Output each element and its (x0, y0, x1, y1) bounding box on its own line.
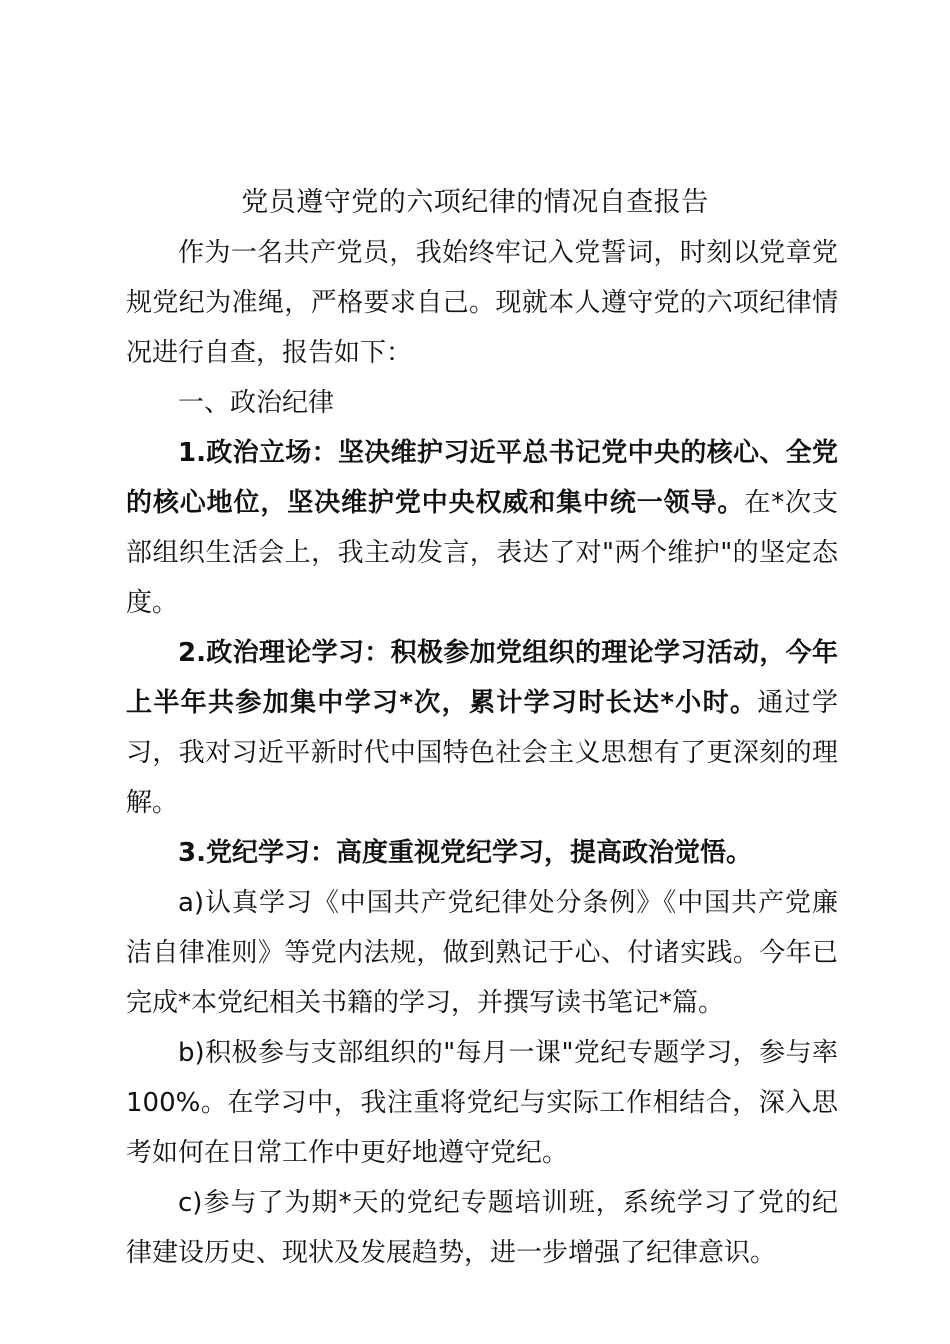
intro-paragraph: 作为一名共产党员，我始终牢记入党誓词，时刻以党章党规党纪为准绳，严格要求自己。现就本人遵守党的六项纪律情况进行自查，报告如下： (126, 238, 838, 368)
item-3b-paragraph: b)积极参与支部组织的"每月一课"党纪专题学习，参与率100%。在学习中，我注重将党纪与实际工作相结合，深入思考如何在日常工作中更好地遵守党纪。 (126, 1038, 838, 1168)
item-3-bold: 3.党纪学习：高度重视党纪学习，提高政治觉悟。 (178, 838, 752, 868)
item-3-paragraph (126, 828, 838, 878)
item-2-text: 通过学习，我对习近平新时代中国特色社会主义思想有了更深刻的理解。 (126, 688, 838, 818)
item-1-text: 在*次支部组织生活会上，我主动发言，表达了对"两个维护"的坚定态度。 (126, 488, 838, 618)
item-1-bold: 1.政治立场：坚决维护习近平总书记党中央的核心、全党的核心地位，坚决维护党中央权威和集中统一领导。 (126, 438, 838, 518)
item-2-paragraph (126, 628, 838, 828)
section-heading-political-discipline: 一、政治纪律 (178, 388, 335, 418)
document-title: 党员遵守党的六项纪律的情况自查报告 (241, 187, 709, 218)
item-3a-paragraph: a)认真学习《中国共产党纪律处分条例》《中国共产党廉洁自律准则》等党内法规，做到熟记于心、付诸实践。今年已完成*本党纪相关书籍的学习，并撰写读书笔记*篇。 (126, 888, 838, 1018)
item-1-paragraph (126, 428, 838, 628)
document-body (126, 228, 838, 1278)
item-3c-paragraph: c)参与了为期*天的党纪专题培训班，系统学习了党的纪律建设历史、现状及发展趋势，进一步增强了纪律意识。 (126, 1188, 838, 1268)
item-2-bold: 2.政治理论学习：积极参加党组织的理论学习活动，今年上半年共参加集中学习*次，累计学习时长达*小时。 (126, 638, 838, 718)
